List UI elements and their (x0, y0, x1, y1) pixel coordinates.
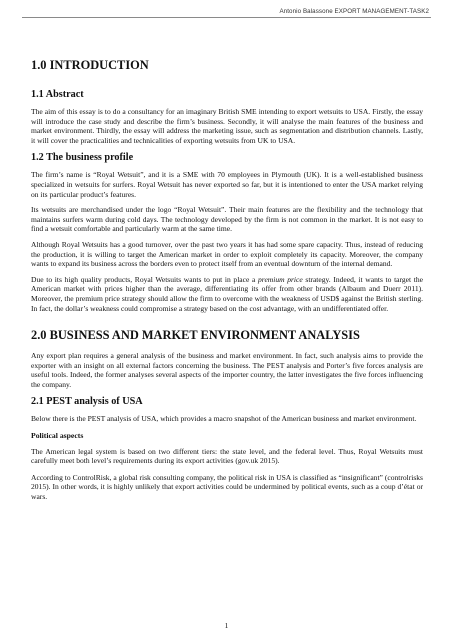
page-body (31, 58, 423, 509)
heading-business-market-analysis: 2.0 BUSINESS AND MARKET ENVIRONMENT ANALYSIS (31, 328, 360, 343)
p4-text-start: Due to its high quality products, Royal Wetsuits wants to put in place a (31, 274, 259, 284)
business-profile-paragraph-4 (31, 275, 423, 313)
heading-business-profile: 1.2 The business profile (31, 152, 134, 164)
premium-price-emphasis: premium price (258, 274, 303, 284)
business-profile-paragraph-1: The firm’s name is “Royal Wetsuit”, and it is a SME with 70 employees in Plymouth (UK). It is a well-established business specialized in wetsuits for surfers. Royal Wetsuit has never exported so far, but it is intentioned to enter the USA market relying on its particular product’s features. (31, 170, 423, 199)
business-profile-paragraph-2: Its wetsuits are merchandised under the logo “Royal Wetsuit”. Their main features are the flexibility and the technology that maintains surfers warm during cold days. The technology developed by the firm is not common in the market. It is not easy to find a wetsuit comfortable and particularly warm at the same time. (31, 205, 423, 234)
political-paragraph-1: The American legal system is based on two different tiers: the state level, and the federal level. Thus, Royal Wetsuits must carefully meet both level’s requirements during its export activities (gov.uk 2015). (31, 446, 423, 466)
p4-text-end: strategy. Indeed, it wants to target the American market with prices higher than the average, differentiating its offer from other brands (Albaum and Duerr 2011). Moreover, the premium price strategy should allow the firm to overcome with the weakness of USD$ against the British sterling. In fact, the dollar’s weakness could compromise a strategy based on the cost advantage, with an undifferentiated offer. (31, 274, 423, 313)
heading-abstract: 1.1 Abstract (31, 89, 84, 100)
running-header: Antonio Balassone EXPORT MANAGEMENT-TASK2 (279, 8, 429, 15)
pest-intro-paragraph: Below there is the PEST analysis of USA, which provides a macro snapshot of the American business and market environment. (31, 414, 417, 424)
analysis-intro-paragraph: Any export plan requires a general analysis of the business and market environment. In fact, such analysis aims to provide the exporter with an insight on all external factors concerning the business. The PEST analysis and Porter’s five forces analysis are useful tools. Indeed, the former analyses several aspects of the importer country, the latter investigates the five forces influencing the company. (31, 351, 423, 389)
heading-political-aspects: Political aspects (31, 431, 84, 441)
business-profile-paragraph-3: Although Royal Wetsuits has a good turnover, over the past two years it has had some spare capacity. Thus, instead of reducing the production, it is willing to target the American market in order to exploit completely its capacity. Moreover, the company wants to expand its business across the borders even to protect itself from an eventual downturn of the internal demand. (31, 239, 423, 269)
political-paragraph-2: According to ControlRisk, a global risk consulting company, the political risk in USA is classified as “insignificant” (controlrisks 2015). In other words, it is highly unlikely that export activities could be undermined by political events, such as a coup d’état or wars. (31, 472, 423, 502)
header-divider (22, 17, 431, 18)
heading-introduction: 1.0 INTRODUCTION (31, 58, 149, 72)
heading-pest-analysis: 2.1 PEST analysis of USA (31, 396, 143, 408)
abstract-paragraph: The aim of this essay is to do a consultancy for an imaginary British SME intending to export wetsuits to USA. Firstly, the essay will introduce the case study and describe the firm’s business. Secondly, it will analyse the main features of the business and market environment. Thirdly, the essay will address the marketing issue, such as segmentation and distribution channels. Lastly, it will cover the practicalities and technicalities of exporting wetsuits from UK to USA. (31, 107, 423, 145)
page-number: 1 (224, 621, 229, 630)
